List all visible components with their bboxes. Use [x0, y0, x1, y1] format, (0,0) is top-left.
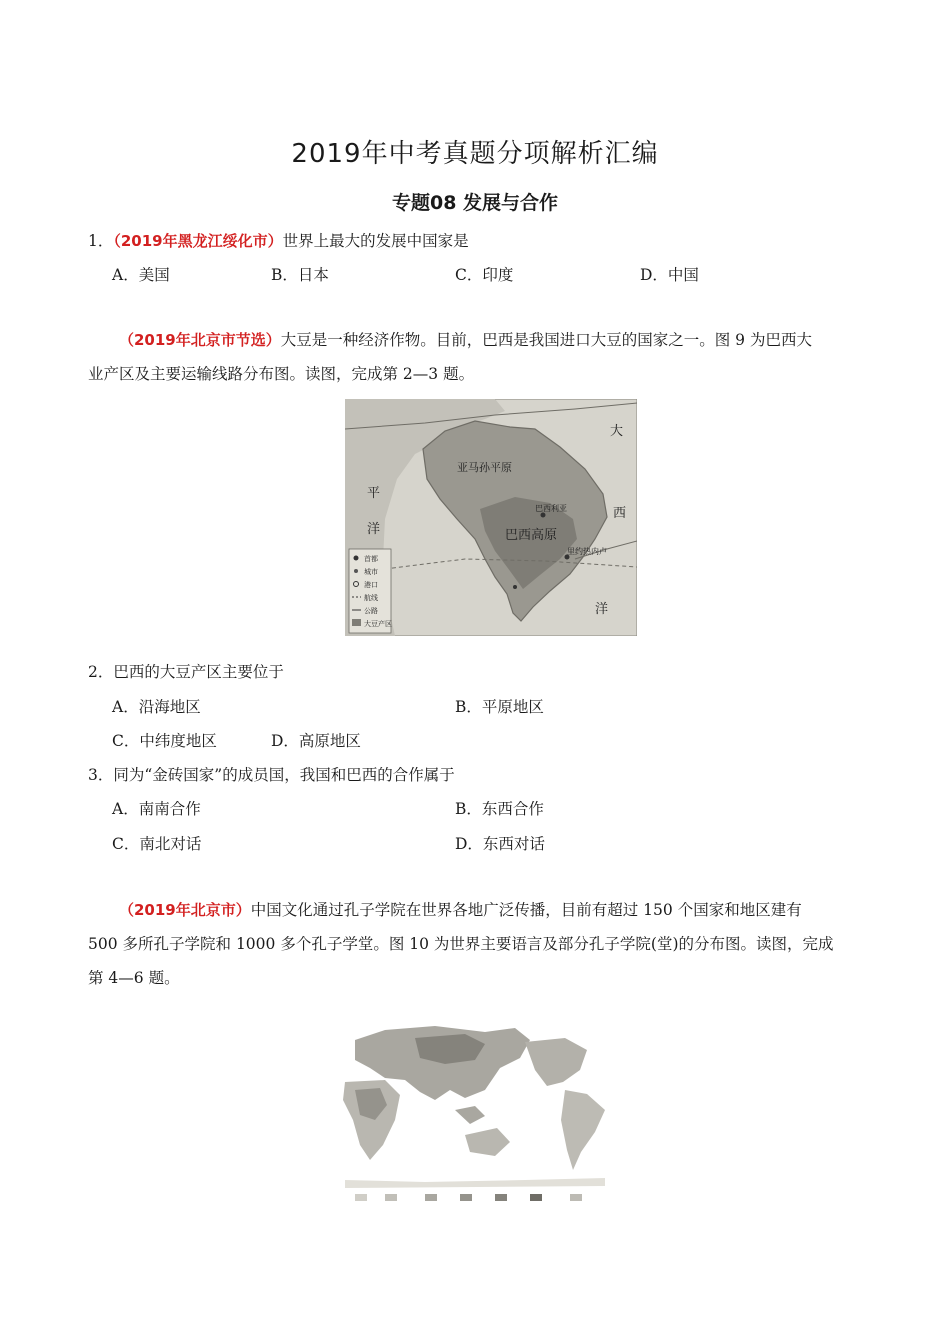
plateau-label: 巴西高原: [505, 528, 558, 543]
brazil-map: [345, 399, 637, 636]
option-b: B．日本: [271, 266, 329, 284]
passage-text-line: 中国文化通过孔子学院在世界各地广泛传播，目前有超过 150 个国家和地区建有: [250, 901, 802, 919]
option-d: D．高原地区: [271, 732, 361, 750]
option-b: B．东西合作: [455, 800, 544, 818]
city-label: 里约热内卢: [567, 547, 607, 556]
ocean-label: 西: [613, 506, 627, 521]
ocean-label: 洋: [595, 602, 609, 617]
question-stem: 巴西的大豆产区主要位于: [113, 663, 284, 681]
passage-text-line: 第 4—6 题。: [88, 969, 180, 987]
passage-confucius: [88, 893, 864, 995]
question-number: 3．: [88, 766, 114, 784]
brazil-map-figure: [345, 399, 637, 636]
passage-brazil: [88, 323, 864, 391]
question-3: [88, 763, 455, 785]
capital-label: 巴西利亚: [535, 504, 567, 513]
section-subtitle: 专题08 发展与合作: [391, 192, 559, 214]
basin-label: 亚马孙平原: [457, 461, 512, 474]
ocean-label: 平: [367, 486, 381, 501]
question-stem: 同为“金砖国家”的成员国，我国和巴西的合作属于: [113, 766, 455, 784]
passage-source: （2019年北京市）: [119, 901, 251, 919]
question-number: 1．: [88, 232, 114, 250]
option-a: A．美国: [112, 266, 170, 284]
passage-text-line: 500 多所孔子学院和 1000 多个孔子学堂。图 10 为世界主要语言及部分孔子学院(堂)的分布图。读图，完成: [88, 935, 834, 953]
passage-source: （2019年北京市节选）: [119, 331, 281, 349]
ocean-label: 洋: [367, 522, 381, 537]
option-c: C．中纬度地区: [112, 732, 217, 750]
option-c: C．南北对话: [112, 835, 202, 853]
legend-item: 首都: [364, 555, 378, 563]
question-2: [88, 660, 284, 682]
legend-item: 公路: [364, 607, 378, 615]
question-number: 2．: [88, 663, 114, 681]
question-stem: 世界上最大的发展中国家是: [282, 232, 469, 250]
world-map-figure: [325, 1020, 615, 1205]
world-map: [325, 1020, 615, 1205]
question-1: [88, 229, 469, 251]
option-d: D．东西对话: [455, 835, 545, 853]
passage-text-line: 业产区及主要运输线路分布图。读图，完成第 2—3 题。: [88, 365, 475, 383]
passage-text-line: 大豆是一种经济作物。目前，巴西是我国进口大豆的国家之一。图 9 为巴西大: [280, 331, 812, 349]
legend-item: 航线: [364, 594, 378, 602]
option-a: A．沿海地区: [112, 698, 201, 716]
ocean-label: 大: [610, 424, 624, 439]
legend-item: 港口: [364, 581, 378, 589]
option-a: A．南南合作: [112, 800, 201, 818]
legend-item: 城市: [364, 568, 378, 576]
option-b: B．平原地区: [455, 698, 544, 716]
question-source: （2019年黑龙江绥化市）: [113, 232, 283, 250]
option-d: D．中国: [640, 266, 699, 284]
option-c: C．印度: [455, 266, 514, 284]
legend-item: 大豆产区: [364, 620, 392, 628]
document-title: 2019年中考真题分项解析汇编: [291, 139, 659, 169]
